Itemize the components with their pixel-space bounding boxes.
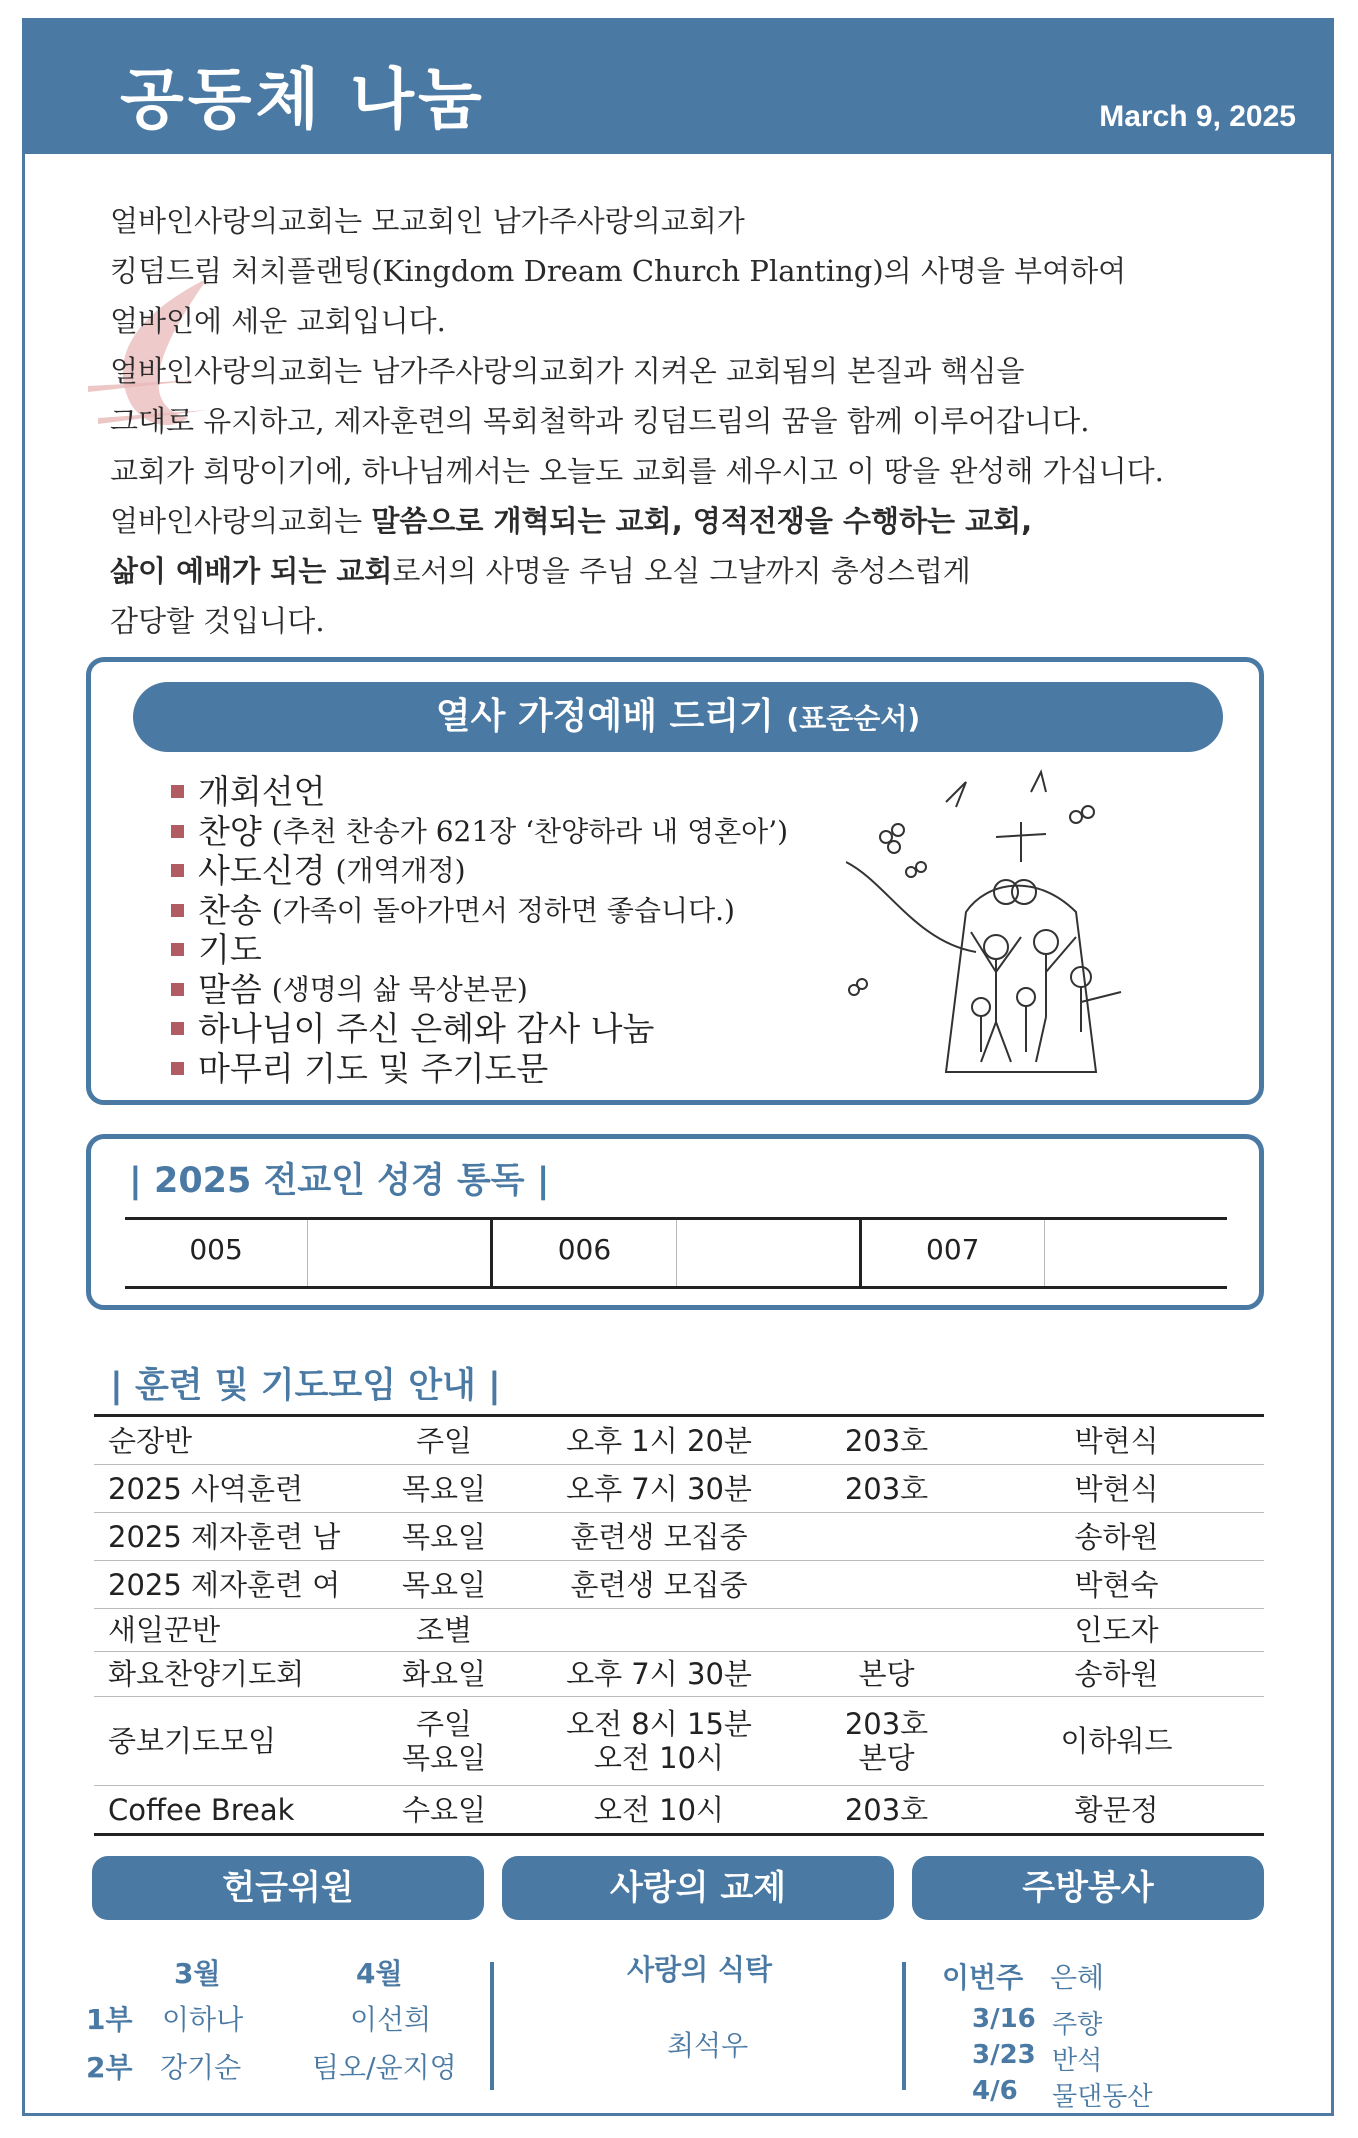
item-note: (생명의 삶 묵상본문) bbox=[271, 972, 528, 1006]
list-item bbox=[171, 891, 788, 931]
list-item bbox=[171, 1049, 788, 1089]
offering-month: 3월 bbox=[174, 1957, 221, 1990]
cell-day-line: 주일 bbox=[415, 1707, 473, 1741]
training-table bbox=[94, 1414, 1264, 1836]
page-date: March 9, 2025 bbox=[1099, 100, 1296, 133]
intro-text bbox=[110, 196, 1310, 646]
item-label: 개회선언 bbox=[198, 772, 326, 811]
offering-member: 이하나 bbox=[162, 2003, 244, 2036]
table-row bbox=[94, 1561, 1264, 1609]
intro-line: 그대로 유지하고, 제자훈련의 목회철학과 킹덤드림의 꿈을 함께 이루어갑니다. bbox=[110, 404, 1090, 438]
cell-place: 본당 bbox=[858, 1657, 915, 1691]
cell-place-line: 203호 bbox=[844, 1707, 929, 1741]
family-worship-box bbox=[86, 657, 1264, 1105]
worship-order-list bbox=[171, 772, 788, 1088]
list-item bbox=[171, 812, 788, 852]
kitchen-date: 3/16 bbox=[972, 2004, 1036, 2034]
fellowship-subtitle: 사랑의 식탁 bbox=[627, 1953, 772, 1986]
cell-time-line: 오전 8시 15분 bbox=[566, 1707, 752, 1741]
reading-cell bbox=[676, 1220, 859, 1286]
bullet-icon bbox=[171, 904, 184, 917]
offering-member: 이선희 bbox=[350, 2003, 432, 2036]
list-item bbox=[171, 1009, 788, 1049]
item-label: 찬송 bbox=[198, 890, 262, 930]
bible-reading-box bbox=[86, 1134, 1264, 1310]
cell-name: 2025 제자훈련 남 bbox=[108, 1519, 341, 1554]
cell-day: 목요일 bbox=[401, 1567, 487, 1602]
cell-day: 수요일 bbox=[401, 1792, 487, 1827]
cell-leader: 황문정 bbox=[1074, 1792, 1159, 1827]
cell-time bbox=[514, 1707, 804, 1775]
cell-time: 훈련생 모집중 bbox=[570, 1519, 748, 1554]
cell-leader: 박현숙 bbox=[1074, 1567, 1159, 1602]
cell-day bbox=[374, 1707, 514, 1775]
item-label: 말씀 bbox=[198, 969, 262, 1009]
item-label: 찬양 bbox=[198, 811, 262, 851]
mission-lead: 얼바인사랑의교회는 bbox=[110, 504, 372, 538]
cell-name: 2025 제자훈련 여 bbox=[108, 1567, 341, 1602]
mission-bold: 말씀으로 개혁되는 교회, 영적전쟁을 수행하는 교회, bbox=[371, 504, 1033, 538]
cell-place: 203호 bbox=[844, 1792, 929, 1827]
cell-leader: 이하워드 bbox=[1060, 1724, 1173, 1758]
kitchen-title: 주방봉사 bbox=[912, 1856, 1264, 1920]
table-row bbox=[94, 1513, 1264, 1561]
cell-day: 화요일 bbox=[401, 1657, 487, 1691]
list-item bbox=[171, 851, 788, 891]
bullet-icon bbox=[171, 943, 184, 956]
list-item bbox=[171, 970, 788, 1010]
kitchen-team: 반석 bbox=[1052, 2046, 1103, 2076]
cell-leader: 박현식 bbox=[1074, 1423, 1159, 1458]
cell-place: 203호 bbox=[844, 1423, 929, 1458]
offering-month: 4월 bbox=[356, 1957, 403, 1990]
offering-service-label: 2부 bbox=[86, 2051, 133, 2084]
kitchen-this-week-label: 이번주 bbox=[942, 1961, 1024, 1994]
reading-cell bbox=[307, 1220, 490, 1286]
offering-member: 팀오/윤지영 bbox=[312, 2051, 457, 2084]
item-label: 기도 bbox=[198, 930, 262, 969]
intro-line: 교회가 희망이기에, 하나님께서는 오늘도 교회를 세우시고 이 땅을 완성해 가십니다. bbox=[110, 454, 1164, 488]
cell-name: 중보기도모임 bbox=[108, 1724, 277, 1758]
intro-line: 얼바인에 세운 교회입니다. bbox=[110, 304, 446, 338]
mission-line bbox=[110, 546, 1310, 596]
offering-member: 강기순 bbox=[160, 2051, 242, 2084]
cell-name: Coffee Break bbox=[108, 1792, 295, 1827]
item-label: 마무리 기도 및 주기도문 bbox=[198, 1048, 549, 1088]
bible-reading-table bbox=[125, 1217, 1227, 1289]
mission-tail: 로서의 사명을 주님 오실 그날까지 충성스럽게 bbox=[392, 554, 971, 588]
bullet-icon bbox=[171, 825, 184, 838]
cell-place bbox=[804, 1707, 969, 1775]
kitchen-this-week-team: 은혜 bbox=[1050, 1961, 1105, 1994]
column-divider bbox=[490, 1962, 494, 2090]
bullet-icon bbox=[171, 983, 184, 996]
training-title: | 훈련 및 기도모임 안내 | bbox=[110, 1366, 501, 1406]
reading-cell: 007 bbox=[859, 1220, 1044, 1286]
kitchen-date: 4/6 bbox=[972, 2076, 1018, 2106]
table-row bbox=[94, 1465, 1264, 1513]
cell-leader: 인도자 bbox=[1074, 1613, 1159, 1647]
cell-name: 순장반 bbox=[108, 1423, 193, 1458]
item-label: 사도신경 bbox=[198, 851, 326, 890]
intro-line: 킹덤드림 처치플랜팅(Kingdom Dream Church Planting)의 사명을 부여하여 bbox=[110, 254, 1127, 288]
cell-name: 새일꾼반 bbox=[108, 1613, 221, 1647]
offering-title: 헌금위원 bbox=[92, 1856, 484, 1920]
intro-line: 얼바인사랑의교회는 남가주사랑의교회가 지켜온 교회됨의 본질과 핵심을 bbox=[110, 354, 1025, 388]
item-note: (가족이 돌아가면서 정하면 좋습니다.) bbox=[271, 893, 735, 927]
cell-name: 2025 사역훈련 bbox=[108, 1471, 304, 1506]
cell-time: 오전 10시 bbox=[593, 1792, 725, 1827]
column-divider bbox=[902, 1962, 906, 2090]
bible-reading-title: | 2025 전교인 성경 통독 | bbox=[129, 1161, 550, 1201]
kitchen-team: 물댄동산 bbox=[1052, 2082, 1153, 2112]
list-item bbox=[171, 772, 788, 812]
reading-cell bbox=[1044, 1220, 1227, 1286]
cell-day: 주일 bbox=[415, 1423, 473, 1458]
cell-place-line: 본당 bbox=[858, 1741, 915, 1775]
intro-line: 얼바인사랑의교회는 모교회인 남가주사랑의교회가 bbox=[110, 204, 745, 238]
cell-day: 목요일 bbox=[401, 1519, 487, 1554]
fellowship-title: 사랑의 교제 bbox=[502, 1856, 894, 1920]
item-note: (개역개정) bbox=[335, 854, 466, 887]
worship-subtitle: (표준순서) bbox=[786, 702, 921, 735]
cell-leader: 송하원 bbox=[1074, 1519, 1159, 1554]
mission-line: 감당할 것입니다. bbox=[110, 604, 325, 638]
bullet-icon bbox=[171, 864, 184, 877]
table-row bbox=[94, 1786, 1264, 1833]
cell-time: 오후 1시 20분 bbox=[566, 1423, 752, 1458]
cell-time: 오후 7시 30분 bbox=[566, 1657, 752, 1691]
cell-day: 목요일 bbox=[401, 1471, 487, 1506]
bullet-icon bbox=[171, 785, 184, 798]
list-item bbox=[171, 930, 788, 970]
table-row bbox=[94, 1652, 1264, 1697]
reading-cell: 006 bbox=[490, 1220, 675, 1286]
kitchen-date: 3/23 bbox=[972, 2040, 1036, 2070]
table-row bbox=[94, 1609, 1264, 1652]
cell-place: 203호 bbox=[844, 1471, 929, 1506]
item-label: 하나님이 주신 은혜와 감사 나눔 bbox=[198, 1009, 655, 1048]
kitchen-team: 주향 bbox=[1052, 2010, 1103, 2040]
offering-service-label: 1부 bbox=[86, 2003, 133, 2036]
cell-time: 훈련생 모집중 bbox=[570, 1567, 748, 1602]
cell-day-line: 목요일 bbox=[401, 1741, 487, 1775]
table-row bbox=[94, 1417, 1264, 1465]
cell-leader: 박현식 bbox=[1074, 1471, 1159, 1506]
fellowship-name: 최석우 bbox=[667, 2029, 749, 2062]
item-note: (추천 찬송가 621장 ‘찬양하라 내 영혼아’) bbox=[271, 814, 789, 848]
church-family-illustration bbox=[846, 762, 1241, 1092]
bullet-icon bbox=[171, 1022, 184, 1035]
page-title: 공동체 나눔 bbox=[120, 61, 486, 138]
cell-time: 오후 7시 30분 bbox=[566, 1471, 752, 1506]
cell-day: 조별 bbox=[415, 1613, 473, 1647]
reading-cell: 005 bbox=[189, 1233, 243, 1266]
mission-line bbox=[110, 496, 1310, 546]
worship-title-text: 열사 가정예배 드리기 bbox=[435, 696, 774, 737]
cell-leader: 송하원 bbox=[1074, 1657, 1159, 1691]
family-worship-title bbox=[133, 682, 1223, 752]
bullet-icon bbox=[171, 1062, 184, 1075]
cell-name: 화요찬양기도회 bbox=[108, 1657, 305, 1691]
mission-bold: 삶이 예배가 되는 교회 bbox=[110, 554, 393, 588]
cell-time-line: 오전 10시 bbox=[593, 1741, 725, 1775]
table-row bbox=[94, 1697, 1264, 1786]
